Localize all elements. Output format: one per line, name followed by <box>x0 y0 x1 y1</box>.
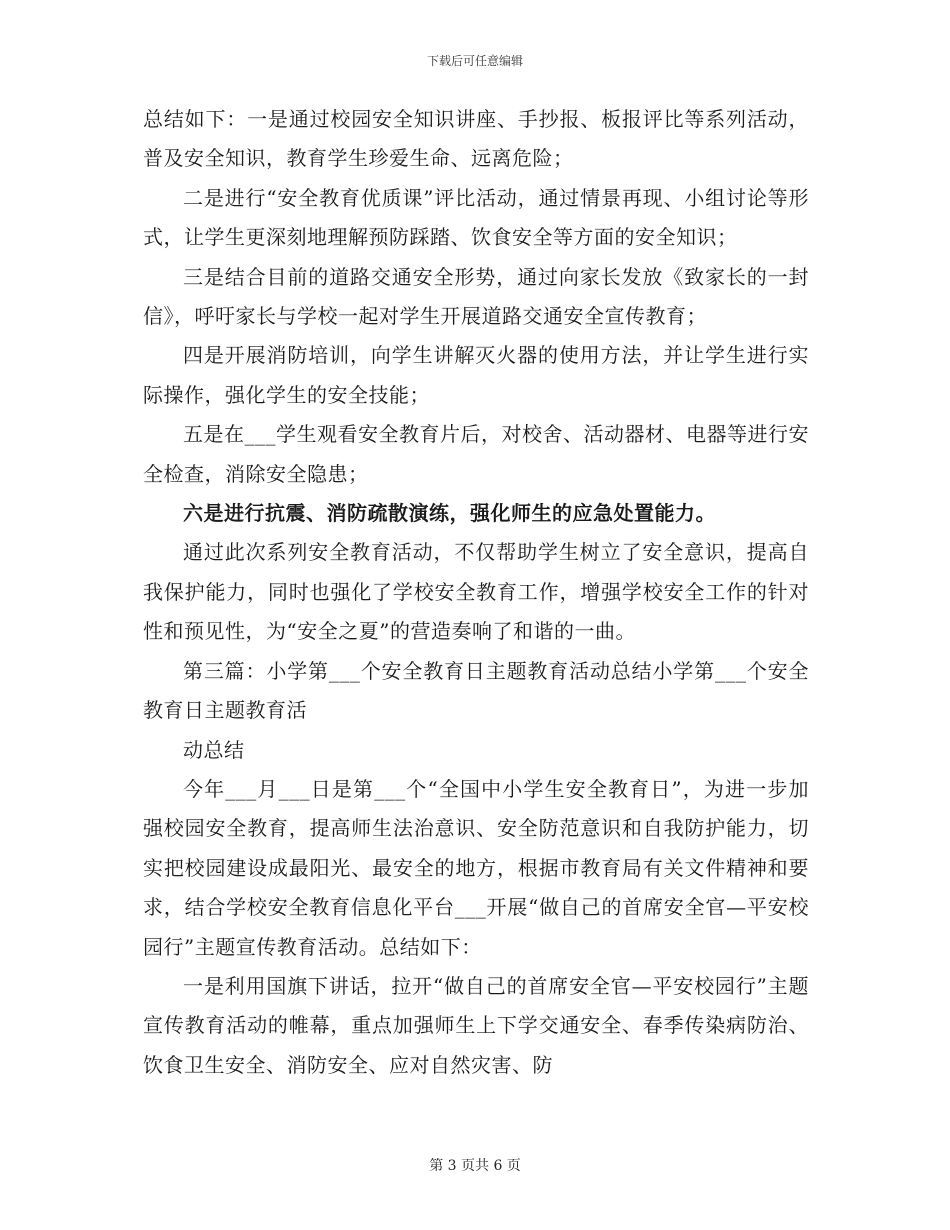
page-header: 下载后可任意编辑 <box>426 54 523 68</box>
paragraph-9: 今年___月___日是第___个“全国中小学生安全教育日”，为进一步加强校园安全教育，提高师生法治意识、安全防范意识和自我防护能力，切实把校园建设成最阳光、最安全的地方，根据市教育局有关文件精神和要求，结合学校安全教育信息化平台___开展“做自己的首席安全官—平安校园行”主题宣传教育活动。总结如下： <box>143 776 809 959</box>
paragraph-1: 总结如下：一是通过校园安全知识讲座、手抄报、板报评比等系列活动，普及安全知识，教育学生珍爱生命、远离危险； <box>143 107 809 171</box>
paragraph-3: 三是结合目前的道路交通安全形势，通过向家长发放《致家长的一封信》，呼吁家长与学校一起对学生开展道路交通安全宣传教育； <box>143 264 809 329</box>
page-footer: 第 3 页共 6 页 <box>429 1158 521 1174</box>
document-body <box>143 100 809 1085</box>
paragraph-4: 四是开展消防培训，向学生讲解灭火器的使用方法，并让学生进行实际操作，强化学生的安全技能； <box>143 343 809 407</box>
paragraph-5: 五是在___学生观看安全教育片后，对校舍、活动器材、电器等进行安全检查，消除安全隐患； <box>143 422 809 486</box>
paragraph-6-bold: 六是进行抗震、消防疏散演练，强化师生的应急处置能力。 <box>183 501 716 526</box>
paragraph-2: 二是进行“安全教育优质课”评比活动，通过情景再现、小组讨论等形式，让学生更深刻地理解预防踩踏、饮食安全等方面的安全知识； <box>143 185 809 250</box>
section-heading-cont: 动总结 <box>183 737 245 762</box>
section-heading: 第三篇：小学第___个安全教育日主题教育活动总结小学第___个安全教育日主题教育活 <box>143 658 809 723</box>
paragraph-10: 一是利用国旗下讲话，拉开“做自己的首席安全官—平安校园行”主题宣传教育活动的帷幕，重点加强师生上下学交通安全、春季传染病防治、饮食卫生安全、消防安全、应对自然灾害、防 <box>143 973 809 1077</box>
paragraph-7: 通过此次系列安全教育活动，不仅帮助学生树立了安全意识，提高自我保护能力，同时也强化了学校安全教育工作，增强学校安全工作的针对性和预见性，为“安全之夏”的营造奏响了和谐的一曲。 <box>143 540 809 644</box>
